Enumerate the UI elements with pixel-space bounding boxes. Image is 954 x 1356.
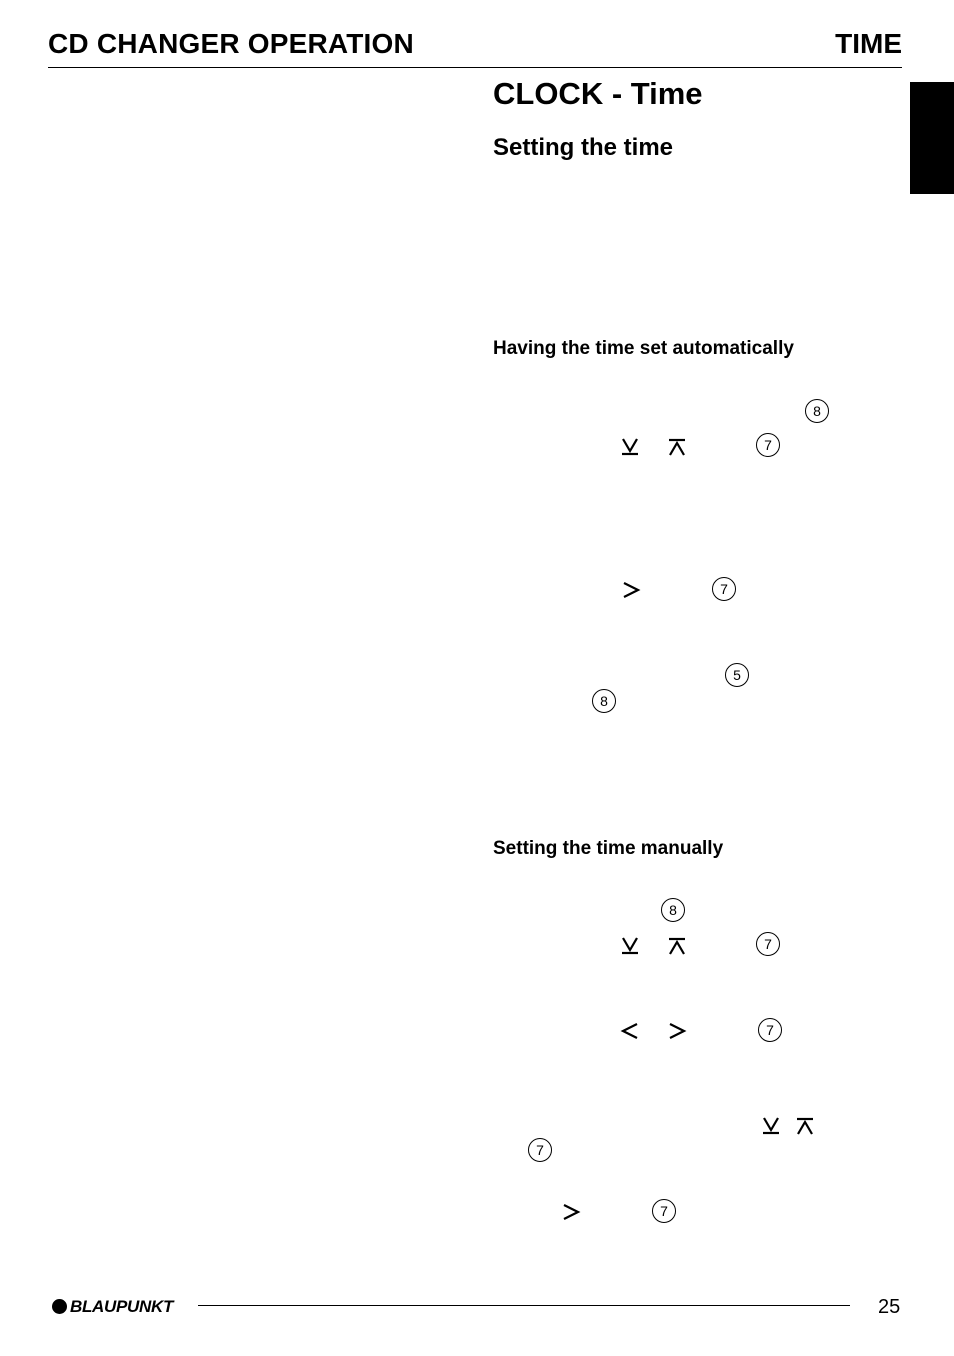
down-arrow-icon bbox=[620, 936, 642, 956]
brand-name: BLAUPUNKT bbox=[70, 1297, 174, 1316]
up-arrow-icon bbox=[667, 437, 689, 457]
callout-7: 7 bbox=[756, 433, 780, 457]
side-tab-marker bbox=[910, 82, 954, 194]
down-arrow-icon bbox=[761, 1116, 783, 1136]
header-rule bbox=[48, 67, 902, 68]
section-heading-automatic: Having the time set automatically bbox=[493, 338, 794, 359]
header-left-title: CD CHANGER OPERATION bbox=[48, 28, 414, 59]
section-heading-manual: Setting the time manually bbox=[493, 838, 724, 859]
down-arrow-icon bbox=[620, 437, 642, 457]
page-title: CLOCK - Time bbox=[493, 76, 703, 111]
up-arrow-icon bbox=[667, 936, 689, 956]
callout-7: 7 bbox=[758, 1018, 782, 1042]
page-number: 25 bbox=[878, 1296, 901, 1318]
callout-8: 8 bbox=[661, 898, 685, 922]
right-arrow-icon bbox=[621, 580, 643, 600]
callout-5: 5 bbox=[725, 663, 749, 687]
right-arrow-icon bbox=[561, 1202, 583, 1222]
callout-7: 7 bbox=[528, 1138, 552, 1162]
header-right-title: TIME bbox=[835, 28, 902, 59]
callout-7: 7 bbox=[756, 932, 780, 956]
right-arrow-icon bbox=[667, 1021, 689, 1041]
up-arrow-icon bbox=[795, 1116, 817, 1136]
left-arrow-icon bbox=[620, 1021, 642, 1041]
callout-8: 8 bbox=[805, 399, 829, 423]
callout-7: 7 bbox=[652, 1199, 676, 1223]
callout-7: 7 bbox=[712, 577, 736, 601]
callout-8: 8 bbox=[592, 689, 616, 713]
page-subtitle: Setting the time bbox=[493, 134, 674, 161]
footer-rule bbox=[198, 1305, 850, 1306]
logo-dot-icon bbox=[52, 1299, 67, 1314]
